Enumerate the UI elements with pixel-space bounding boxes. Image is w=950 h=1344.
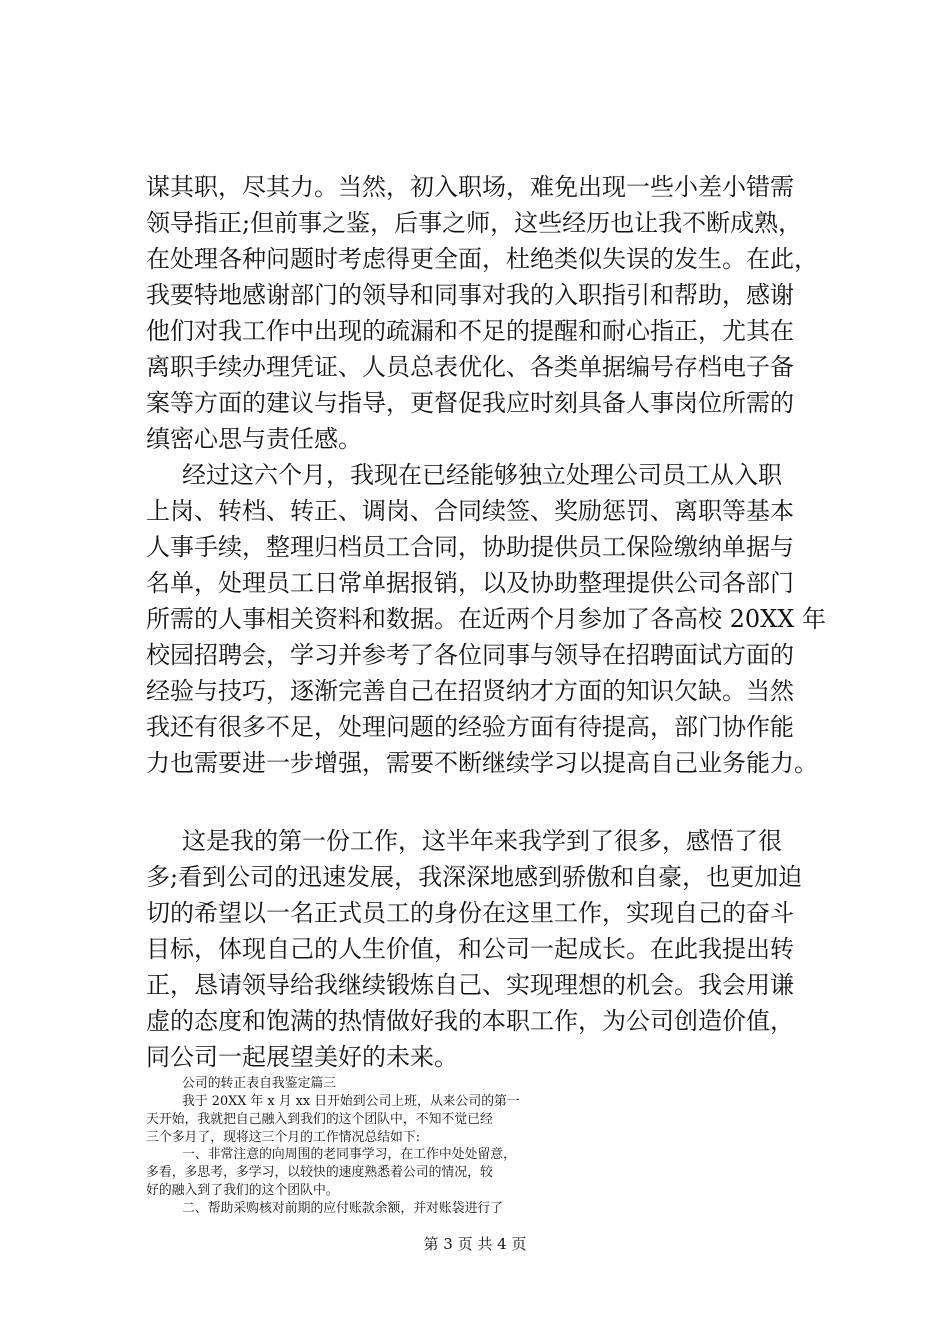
text-line: 我于 20XX 年 x 月 xx 日开始到公司上班，从来公司的第一 <box>182 1093 520 1109</box>
text-line: 离职手续办理凭证、人员总表优化、各类单据编号存档电子备 <box>146 353 794 381</box>
text-line: 正，恳请领导给我继续锻炼自己、实现理想的机会。我会用谦 <box>146 971 794 999</box>
text-line: 校园招聘会，学习并参考了各位同事与领导在招聘面试方面的 <box>146 641 794 669</box>
text-line: 多;看到公司的迅速发展，我深深地感到骄傲和自豪，也更加迫 <box>146 863 803 891</box>
section-heading: 公司的转正表自我鉴定篇三 <box>182 1076 337 1091</box>
text-line: 目标，体现自己的人生价值，和公司一起成长。在此我提出转 <box>146 935 794 963</box>
text-line: 切的希望以一名正式员工的身份在这里工作，实现自己的奋斗 <box>146 899 794 927</box>
text-line: 经验与技巧，逐渐完善自己在招贤纳才方面的知识欠缺。当然 <box>146 677 794 705</box>
text-line: 在处理各种问题时考虑得更全面，杜绝类似失误的发生。在此， <box>146 245 818 273</box>
text-line: 我还有很多不足，处理问题的经验方面有待提高，部门协作能 <box>146 713 794 741</box>
text-line: 领导指正;但前事之鉴，后事之师，这些经历也让我不断成熟， <box>146 209 803 237</box>
text-line: 名单，处理员工日常单据报销，以及协助整理提供公司各部门 <box>146 569 794 597</box>
text-line: 经过这六个月，我现在已经能够独立处理公司员工从入职 <box>182 461 782 489</box>
text-line: 谋其职，尽其力。当然，初入职场，难免出现一些小差小错需 <box>146 173 794 201</box>
text-line: 多看，多思考，多学习，以较快的速度熟悉着公司的情况，较 <box>146 1165 493 1181</box>
text-line: 所需的人事相关资料和数据。在近两个月参加了各高校 20XX 年 <box>146 605 826 633</box>
text-line: 虚的态度和饱满的热情做好我的本职工作，为公司创造价值， <box>146 1007 794 1035</box>
text-line: 他们对我工作中出现的疏漏和不足的提醒和耐心指正，尤其在 <box>146 317 794 345</box>
text-line: 人事手续，整理归档员工合同，协助提供员工保险缴纳单据与 <box>146 533 794 561</box>
text-line: 这是我的第一份工作，这半年来我学到了很多，感悟了很 <box>182 827 782 855</box>
page-footer: 第 3 页 共 4 页 <box>423 1235 527 1253</box>
text-line: 天开始，我就把自己融入到我们的这个团队中，不知不觉已经 <box>146 1111 493 1127</box>
text-line: 同公司一起展望美好的未来。 <box>146 1043 458 1071</box>
text-line: 一、非常注意的向周围的老同事学习，在工作中处处留意， <box>182 1147 516 1163</box>
text-line: 缜密心思与责任感。 <box>146 425 362 453</box>
text-line: 我要特地感谢部门的领导和同事对我的入职指引和帮助，感谢 <box>146 281 794 309</box>
text-line: 二、帮助采购核对前期的应付账款余额，并对账袋进行了 <box>182 1201 504 1216</box>
text-line: 力也需要进一步增强，需要不断继续学习以提高自己业务能力。 <box>146 749 818 777</box>
text-line: 案等方面的建议与指导，更督促我应时刻具备人事岗位所需的 <box>146 389 794 417</box>
text-line: 三个多月了，现将这三个月的工作情况总结如下: <box>146 1129 421 1145</box>
text-line: 上岗、转档、转正、调岗、合同续签、奖励惩罚、离职等基本 <box>146 497 794 525</box>
text-line: 好的融入到了我们的这个团队中。 <box>146 1183 339 1199</box>
